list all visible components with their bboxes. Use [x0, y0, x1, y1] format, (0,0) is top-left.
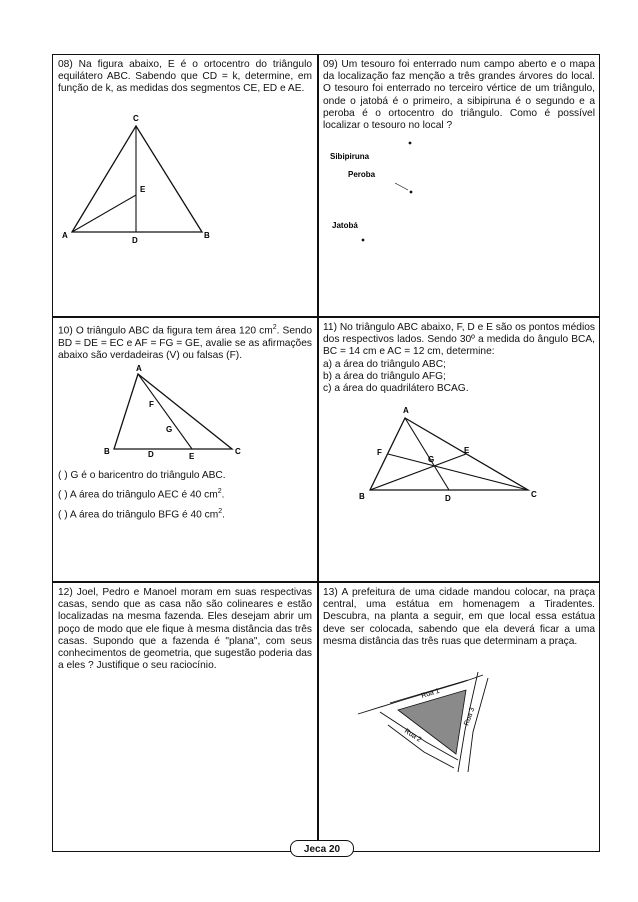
- q11-label-d: D: [445, 494, 451, 503]
- q10-option-2-text: ( ) A área do triângulo AEC é 40 cm: [58, 489, 218, 501]
- q11-figure: [318, 398, 598, 513]
- q09-tree-marker-peroba: [410, 191, 413, 194]
- q10-label-d: D: [148, 450, 154, 459]
- q10-option-1: [58, 470, 312, 482]
- q11-item-a: a) a área do triângulo ABC;: [323, 358, 446, 370]
- q11-item-b: b) a área do triângulo AFG;: [323, 370, 446, 382]
- q13-square: [398, 687, 466, 754]
- question-13: [323, 587, 595, 648]
- q10-label-f: F: [149, 400, 154, 409]
- question-11-text: 11) No triângulo ABC abaixo, F, D e E são os pontos médios dos respectivos lados. Sendo 30º a medida do ângulo BCA, BC = 14 cm e AC = 12 cm, determine:: [323, 322, 595, 358]
- question-11: [323, 322, 595, 395]
- q09-map: [318, 130, 598, 260]
- q10-option-2-end: .: [221, 489, 225, 501]
- q13-street-3-inner: [468, 678, 488, 772]
- q09-label-peroba: Peroba: [348, 170, 376, 179]
- q09-tree-marker-jatoba: [362, 239, 365, 242]
- q11-label-a: A: [403, 406, 409, 415]
- q08-segment-ae: [72, 195, 136, 232]
- q10-option-3: [58, 506, 312, 522]
- question-12: [58, 587, 312, 672]
- question-13-text: 13) A prefeitura de uma cidade mandou colocar, na praça central, uma estátua em homenagem a Tiradentes. Descubra, na planta a seguir, em que local essa estátua deve ser colocada, sabendo que ela deverá ficar a uma mesma distância das três ruas que determinam a praça.: [323, 587, 595, 647]
- q09-label-jatoba: Jatobá: [332, 221, 358, 230]
- q08-label-e: E: [140, 185, 146, 194]
- q09-tree-marker-top: [409, 142, 412, 145]
- q11-label-b: B: [359, 492, 365, 501]
- page-footer-label: Jeca 20: [290, 840, 354, 857]
- question-10-text: [58, 322, 312, 362]
- q10-figure: [52, 362, 317, 462]
- question-12-text: 12) Joel, Pedro e Manoel moram em suas respectivas casas, sendo que as casa não são colineares e estão localizadas na mesma fazenda. Eles desejam abrir um poço de modo que ele fique à mesma distância das três casas. Supondo que a fazenda é "plana", com seus conhecimentos de geometria, que sugestão poderia das a eles ? Justifique o seu raciocínio.: [58, 587, 312, 672]
- q09-peroba-arrow: [395, 183, 408, 190]
- q13-label-rua1: Rua 1: [420, 687, 441, 700]
- q10-triangle: [114, 374, 232, 449]
- q10-option-2-sup: 2: [217, 488, 222, 496]
- q10-option-2: [58, 486, 312, 502]
- q10-label-c: C: [235, 447, 241, 456]
- question-10: [58, 322, 312, 362]
- q11-triangle: [370, 418, 528, 490]
- question-09: [323, 59, 595, 132]
- q11-label-c: C: [531, 490, 537, 499]
- q08-label-a: A: [62, 231, 68, 240]
- q10-option-3-end: .: [222, 509, 225, 521]
- row-divider-1: [52, 316, 600, 318]
- q08-figure: [52, 110, 317, 250]
- q10-options: [58, 470, 312, 521]
- q13-label-rua2: Rua 2: [402, 727, 423, 744]
- q08-label-d: D: [132, 236, 138, 245]
- q10-option-3-sup: 2: [218, 507, 223, 515]
- q10-segment-ae: [138, 374, 192, 449]
- q10-option-3-text: ( ) A área do triângulo BFG é 40 cm: [58, 509, 219, 521]
- q10-text-end: . Sendo BD = DE = EC e AF = FG = GE, avalie se as afirmações abaixo são verdadeiras (V) ou falsas (F).: [58, 325, 312, 361]
- q13-label-rua3: Rua 3: [463, 706, 477, 727]
- q11-label-e: E: [464, 446, 470, 455]
- q11-item-c: c) a área do quadrilátero BCAG.: [323, 383, 469, 395]
- q10-text-start: 10) O triângulo ABC da figura tem área 120 cm: [58, 325, 273, 337]
- row-divider-2: [52, 581, 600, 583]
- q10-label-g: G: [166, 425, 173, 434]
- q08-label-b: B: [204, 231, 210, 240]
- q09-label-sibipiruna: Sibipiruna: [330, 152, 370, 161]
- q11-median-cf: [388, 454, 528, 490]
- q13-street-plan: [318, 670, 598, 780]
- q10-option-1-text: ( ) G é o baricentro do triângulo ABC.: [58, 470, 226, 481]
- q11-label-g: G: [428, 455, 435, 464]
- q10-text-sup: 2: [272, 324, 277, 331]
- q10-label-e: E: [189, 452, 195, 461]
- question-09-text: 09) Um tesouro foi enterrado num campo aberto e o mapa da localização faz menção a três grandes árvores do local. O tesouro foi enterrado no terceiro vértice de um triângulo, onde o jatobá é o primeiro, a sibipiruna é o segundo e a peroba é o ortocentro do triângulo. Como é possível localizar o tesouro no local ?: [323, 59, 595, 132]
- q08-triangle: [72, 126, 202, 232]
- question-08-text: 08) Na figura abaixo, E é o ortocentro do triângulo equilátero ABC. Sabendo que CD = k, determine, em função de k, as medidas dos segmentos CE, ED e AE.: [58, 59, 312, 95]
- q11-median-ad: [405, 418, 449, 490]
- question-08: [58, 59, 312, 96]
- q10-label-b: B: [104, 447, 110, 456]
- q10-label-a: A: [136, 364, 142, 373]
- q11-label-f: F: [377, 448, 382, 457]
- q08-label-c: C: [133, 114, 139, 123]
